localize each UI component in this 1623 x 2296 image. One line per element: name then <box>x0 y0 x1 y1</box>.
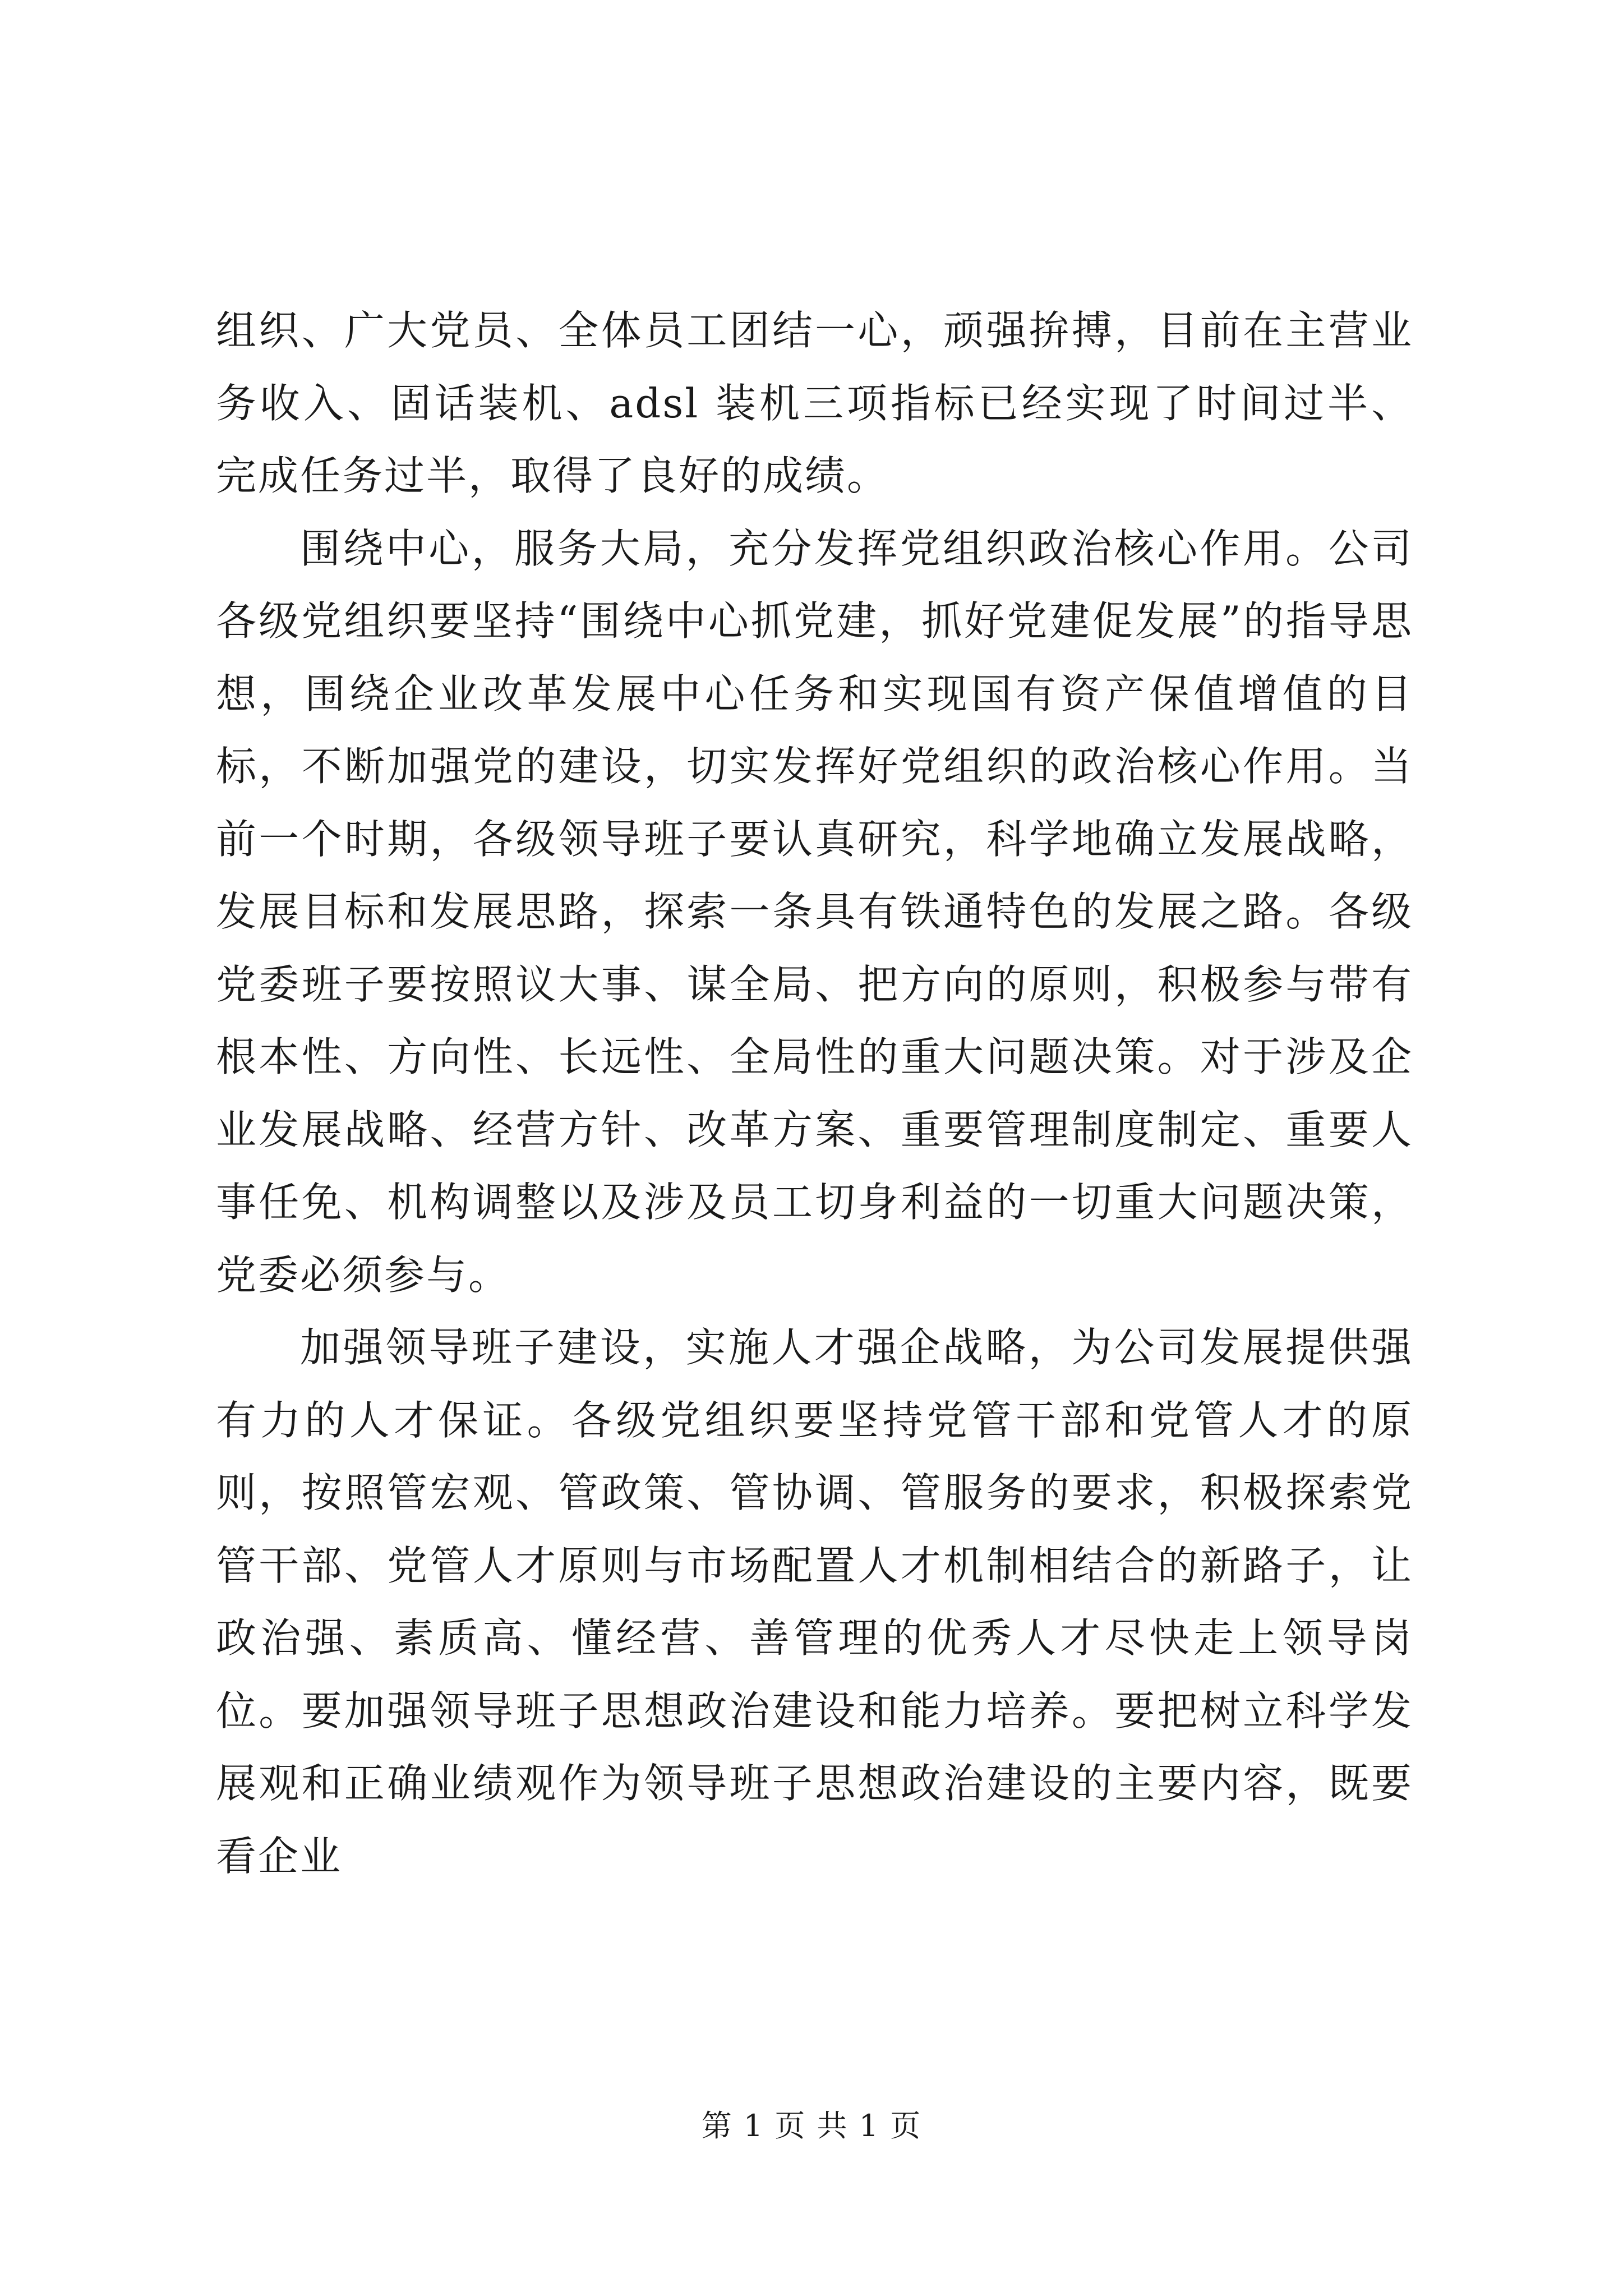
document-body <box>216 295 1413 1893</box>
paragraph-3: 加强领导班子建设，实施人才强企战略，为公司发展提供强有力的人才保证。各级党组织要坚持党管干部和党管人才的原则，按照管宏观、管政策、管协调、管服务的要求，积极探索党管干部、党管人才原则与市场配置人才机制相结合的新路子，让政治强、素质高、懂经营、善管理的优秀人才尽快走上领导岗位。要加强领导班子思想政治建设和能力培养。要把树立科学发展观和正确业绩观作为领导班子思想政治建设的主要内容，既要看企业 <box>216 1324 1413 1880</box>
paragraph-2: 围绕中心，服务大局，充分发挥党组织政治核心作用。公司各级党组织要坚持“围绕中心抓党建，抓好党建促发展”的指导思想，围绕企业改革发展中心任务和实现国有资产保值增值的目标，不断加强党的建设，切实发挥好党组织的政治核心作用。当前一个时期，各级领导班子要认真研究，科学地确立发展战略，发展目标和发展思路，探索一条具有铁通特色的发展之路。各级党委班子要按照议大事、谋全局、把方向的原则，积极参与带有根本性、方向性、长远性、全局性的重大问题决策。对于涉及企业发展战略、经营方针、改革方案、重要管理制度制定、重要人事任免、机构调整以及涉及员工切身利益的一切重大问题决策，党委必须参与。 <box>216 524 1413 1299</box>
page-footer: 第 1 页 共 1 页 <box>701 2108 922 2143</box>
paragraph-1: 组织、广大党员、全体员工团结一心，顽强拚搏，目前在主营业务收入、固话装机、adsl 装机三项指标已经实现了时间过半、完成任务过半，取得了良好的成绩。 <box>216 307 1413 499</box>
